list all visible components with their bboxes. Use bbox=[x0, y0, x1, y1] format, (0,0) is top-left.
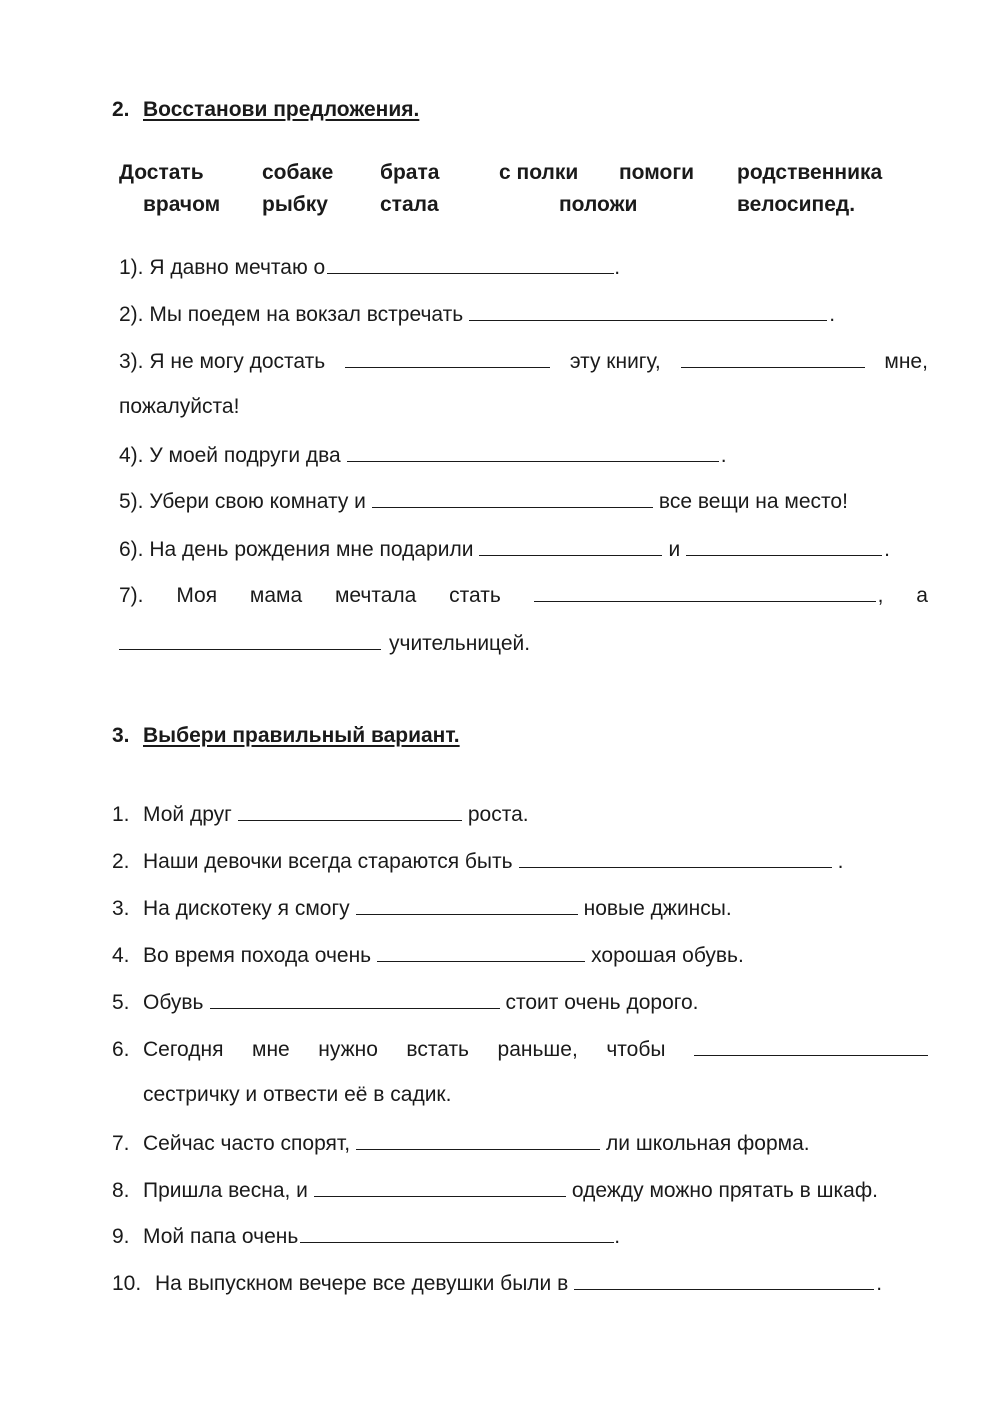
exercise-sentence-6 bbox=[119, 536, 928, 566]
section-2-title: Восстанови предложения. bbox=[143, 98, 420, 121]
answer-blank[interactable] bbox=[574, 1270, 874, 1290]
sentence-text: 6). На день рождения мне подарили bbox=[119, 538, 474, 561]
answer-blank[interactable] bbox=[694, 1036, 928, 1056]
sentence-text: учительницей. bbox=[389, 632, 531, 655]
answer-blank[interactable] bbox=[300, 1223, 614, 1243]
answer-blank[interactable] bbox=[210, 989, 500, 1009]
exercise-sentence-7 bbox=[119, 582, 928, 612]
item-word: нужно bbox=[318, 1038, 378, 1061]
answer-blank[interactable] bbox=[469, 301, 827, 321]
item-number: 10. bbox=[112, 1272, 142, 1295]
sentence-word: стать bbox=[449, 584, 501, 607]
choice-item-3 bbox=[112, 895, 928, 925]
item-text: Мой друг bbox=[143, 803, 232, 826]
answer-blank[interactable] bbox=[314, 1177, 566, 1197]
sentence-text: . bbox=[884, 538, 891, 561]
item-text: роста. bbox=[467, 803, 529, 826]
sentence-text: 2). Мы поедем на вокзал встречать bbox=[119, 303, 464, 326]
answer-blank[interactable] bbox=[347, 442, 719, 462]
word-bank-item: помоги bbox=[619, 161, 694, 184]
answer-blank[interactable] bbox=[686, 536, 882, 556]
answer-blank[interactable] bbox=[238, 801, 462, 821]
sentence-text: эту книгу, bbox=[569, 350, 661, 373]
word-bank-item: положи bbox=[559, 193, 638, 216]
section-3-heading bbox=[112, 724, 460, 748]
item-number: 4. bbox=[112, 944, 130, 967]
item-text: стоит очень дорого. bbox=[505, 991, 699, 1014]
sentence-text: . bbox=[720, 444, 727, 467]
item-number: 8. bbox=[112, 1179, 130, 1202]
item-text: Мой папа очень bbox=[143, 1225, 299, 1248]
answer-blank[interactable] bbox=[377, 942, 585, 962]
item-word: Сегодня bbox=[143, 1038, 224, 1061]
item-number: 7. bbox=[112, 1132, 130, 1155]
item-word: раньше, bbox=[497, 1038, 578, 1061]
choice-item-9 bbox=[112, 1223, 928, 1253]
exercise-sentence-3 bbox=[119, 348, 928, 378]
item-text: сестричку и отвести её в садик. bbox=[143, 1083, 452, 1106]
answer-group bbox=[534, 582, 884, 608]
item-number: 3. bbox=[112, 897, 130, 920]
answer-blank[interactable] bbox=[479, 536, 662, 556]
section-2-heading bbox=[112, 98, 419, 122]
word-bank-item: рыбку bbox=[262, 193, 328, 216]
sentence-text: и bbox=[668, 538, 681, 561]
answer-blank[interactable] bbox=[534, 582, 876, 602]
exercise-sentence-3-continued bbox=[119, 395, 928, 425]
word-bank-item: велосипед. bbox=[737, 193, 856, 216]
section-3-number: 3. bbox=[112, 724, 130, 747]
choice-item-5 bbox=[112, 989, 928, 1019]
item-text: Во время похода очень bbox=[143, 944, 372, 967]
choice-item-8 bbox=[112, 1177, 928, 1207]
choice-item-1 bbox=[112, 801, 928, 831]
word-bank-item: родственника bbox=[737, 161, 883, 184]
item-text: . bbox=[837, 850, 844, 873]
sentence-text: . bbox=[614, 256, 621, 279]
answer-blank[interactable] bbox=[519, 848, 832, 868]
word-bank-item: с полки bbox=[499, 161, 579, 184]
answer-blank[interactable] bbox=[119, 630, 381, 650]
exercise-sentence-5 bbox=[119, 488, 928, 518]
sentence-text: 1). Я давно мечтаю о bbox=[119, 256, 326, 279]
answer-blank[interactable] bbox=[356, 1130, 600, 1150]
item-text: Наши девочки всегда стараются быть bbox=[143, 850, 513, 873]
word-bank-item: стала bbox=[380, 193, 439, 216]
choice-item-6-continued bbox=[112, 1083, 928, 1113]
word-bank-item: брата bbox=[380, 161, 440, 184]
item-text: Пришла весна, и bbox=[143, 1179, 308, 1202]
sentence-word: мама bbox=[249, 584, 303, 607]
section-2-number: 2. bbox=[112, 98, 130, 121]
answer-blank[interactable] bbox=[356, 895, 578, 915]
item-text: Сейчас часто спорят, bbox=[143, 1132, 351, 1155]
item-number: 1. bbox=[112, 803, 130, 826]
sentence-word: 7). bbox=[119, 584, 144, 607]
answer-blank[interactable] bbox=[327, 254, 614, 274]
exercise-sentence-2 bbox=[119, 301, 928, 331]
exercise-sentence-1 bbox=[119, 254, 928, 284]
choice-item-4 bbox=[112, 942, 928, 972]
item-number: 6. bbox=[112, 1038, 130, 1061]
sentence-text: 3). Я не могу достать bbox=[119, 350, 326, 373]
item-number: 2. bbox=[112, 850, 130, 873]
answer-blank[interactable] bbox=[345, 348, 550, 368]
sentence-text: 5). Убери свою комнату и bbox=[119, 490, 366, 513]
sentence-text: все вещи на место! bbox=[658, 490, 848, 513]
sentence-word: Моя bbox=[176, 584, 218, 607]
item-text: . bbox=[876, 1272, 883, 1295]
answer-blank[interactable] bbox=[372, 488, 653, 508]
item-word: чтобы bbox=[606, 1038, 666, 1061]
exercise-sentence-7-continued bbox=[119, 630, 928, 660]
sentence-text: . bbox=[829, 303, 836, 326]
section-3-title: Выбери правильный вариант. bbox=[143, 724, 460, 747]
item-text: Обувь bbox=[143, 991, 204, 1014]
sentence-word: , bbox=[877, 584, 884, 607]
word-bank-item: собаке bbox=[262, 161, 334, 184]
sentence-word: а bbox=[916, 584, 928, 607]
answer-blank[interactable] bbox=[681, 348, 865, 368]
item-text: На дискотеку я смогу bbox=[143, 897, 350, 920]
item-number: 9. bbox=[112, 1225, 130, 1248]
item-number: 5. bbox=[112, 991, 130, 1014]
item-word: мне bbox=[252, 1038, 290, 1061]
exercise-sentence-4 bbox=[119, 442, 928, 472]
item-text: На выпускном вечере все девушки были в bbox=[155, 1272, 569, 1295]
word-bank-item: Достать bbox=[119, 161, 204, 184]
item-text: одежду можно прятать в шкаф. bbox=[571, 1179, 878, 1202]
item-word: встать bbox=[406, 1038, 470, 1061]
choice-item-7 bbox=[112, 1130, 928, 1160]
item-text: ли школьная форма. bbox=[606, 1132, 810, 1155]
choice-item-2 bbox=[112, 848, 928, 878]
word-bank-item: врачом bbox=[143, 193, 221, 216]
item-text: хорошая обувь. bbox=[591, 944, 744, 967]
sentence-word: мечтала bbox=[334, 584, 417, 607]
item-text: . bbox=[614, 1225, 621, 1248]
item-text: новые джинсы. bbox=[583, 897, 732, 920]
sentence-text: пожалуйста! bbox=[119, 395, 240, 418]
choice-item-6 bbox=[112, 1036, 928, 1066]
sentence-text: 4). У моей подруги два bbox=[119, 444, 341, 467]
sentence-text: мне, bbox=[884, 350, 928, 373]
choice-item-10 bbox=[112, 1270, 928, 1300]
